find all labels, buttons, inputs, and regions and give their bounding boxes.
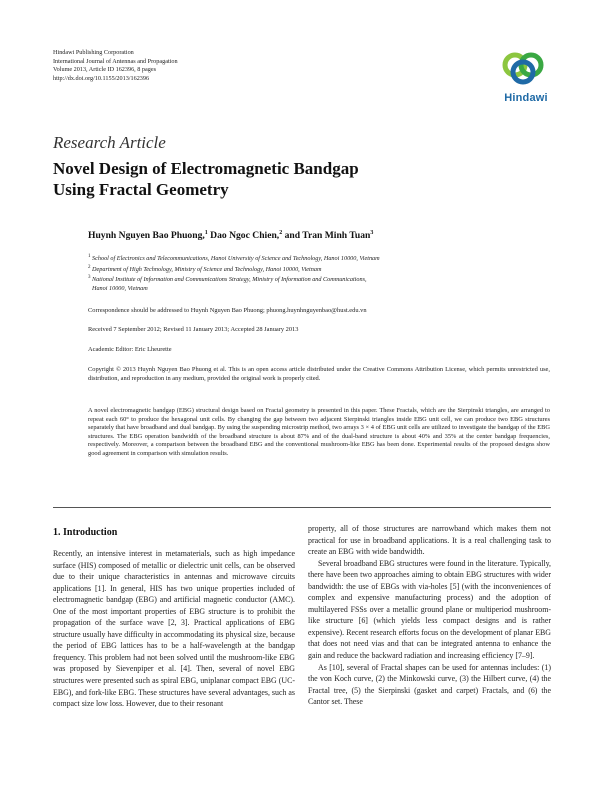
article-title — [53, 158, 533, 200]
abstract: A novel electromagnetic bandgap (EBG) structural design based on Fractal geometry is presented in this paper. These Fractals, which are the Sierpinski triangles, are arranged to repeat each 60° to produce the hexagonal unit cells. By changing the gap between two adjacent Sierpinski triangles inside EBG unit cell, we can produce two EBG structures separately that have broadband and dual bandgap. By using the suspending microstrip method, two arrays 3 × 4 of EBG unit cells are utilized to investigate the bandgap of the EBG structures. The EBG operation bandwidth of the broadband structure is about 87% and of the dual-band structure is about 40% and 35% at the center bandgap frequencies, respectively. Moreover, a comparison between the broadband EBG and the conventional mushroom-like EBG has been done. Experimental results of the proposed designs show good agreement in comparison with simulation results. — [88, 407, 550, 457]
article-dates: Received 7 September 2012; Revised 11 January 2013; Accepted 28 January 2013 — [88, 326, 299, 333]
article-type: Research Article — [53, 133, 166, 152]
intro-paragraph-4: As [10], several of Fractal shapes can be used for antennas includes: (1) the von Koch curve, (2) the Minkowski curve, (3) the Hilbert curve, (4) the Fractal tree, (5) the Sierpinski (gasket and carpet) Fractals, and (6) the Cantor set. These — [308, 662, 551, 707]
title-line-2: Using Fractal Geometry — [53, 180, 229, 199]
affiliation-3-cont — [88, 285, 548, 294]
publication-info — [53, 49, 383, 83]
affiliations — [88, 253, 548, 293]
affiliation-1-text: School of Electronics and Telecommunications, Hanoi University of Science and Technology, Hanoi 10000, Vietnam — [92, 255, 380, 263]
affiliation-1-num: 1 — [88, 254, 91, 259]
section-divider — [53, 507, 551, 508]
hindawi-wordmark: Hindawi — [504, 92, 548, 104]
intro-left-column — [53, 548, 295, 710]
affiliation-1 — [88, 253, 548, 264]
intro-right-column — [308, 523, 551, 708]
author-3-sup: 3 — [370, 230, 374, 236]
affiliation-3 — [88, 274, 548, 285]
journal-name: International Journal of Antennas and Propagation — [53, 57, 178, 65]
copyright-notice: Copyright © 2013 Huynh Nguyen Bao Phuong et al. This is an open access article distributed under the Creative Commons Attribution License, which permits unrestricted use, distribution, and reproduction in any medium, provided the original work is properly cited. — [88, 366, 550, 382]
author-3: and Tran Minh Tuan — [282, 230, 371, 242]
intro-paragraph-3: Several broadband EBG structures were found in the literature. Typically, there have been two approaches aiming to obtain EBG structures with wider bandwidth: the use of EBGs with via-holes [5] (with the inconveniences of complex and expensive manufacturing process) and the adoption of multilayered FSSs over a metallic ground plane or multiperiod mushroom-like structure [6] (which yields less compact designs and is rather expensive). Recent research efforts focus on the development of planar EBG that does not need vias and that can be integrated antenna to enhance the gain and reduce the backward radiation and increasing efficiency [7–9]. — [308, 558, 551, 661]
author-1-sup: 1 — [204, 230, 208, 236]
academic-editor: Academic Editor: Eric Lheurette — [88, 346, 172, 353]
author-2-sup: 2 — [279, 230, 283, 236]
affiliation-3-text: National Institute of Information and Communications Strategy, Ministry of Information and Communications, — [92, 276, 367, 284]
author-2: Dao Ngoc Chien, — [207, 230, 280, 242]
affiliation-2-num: 2 — [88, 264, 91, 270]
correspondence: Correspondence should be addressed to Huynh Nguyen Bao Phuong; phuong.huynhnguyenbao@hust.edu.vn — [88, 307, 367, 314]
affiliation-3-cont-text: Hanoi 10000, Vietnam — [92, 284, 148, 292]
author-1: Huynh Nguyen Bao Phuong, — [88, 230, 205, 242]
publisher-name: Hindawi Publishing Corporation — [53, 49, 134, 56]
section-heading: 1. Introduction — [53, 527, 118, 538]
affiliation-3-num: 3 — [88, 275, 91, 281]
affiliation-2 — [88, 264, 548, 275]
intro-paragraph-2: property, all of those structures are narrowband which makes them not practical for use in broadband applications. It is a real challenging task to create an EBG with wide bandwidth. — [308, 524, 551, 557]
volume-info: Volume 2013, Article ID 162396, 8 pages — [53, 66, 156, 74]
intro-paragraph-1: Recently, an intensive interest in metamaterials, such as high impedance surface (HIS) composed of metallic or dielectric unit cells, can be observed due to their unique characteristics in antennas and microwave circuits applications [1]. In general, HIS has two unique properties included of electromagnetic bandgap (EBG) and artificial magnetic conductor (AMC). One of the most important properties of EBG structure is to prohibit the propagation of the surface wave [2, 3]. Practical applications of EBG structure usually have difficulty in accommodating its physical size, because the period of EBG lattices has to be a half-wavelength at the bandgap frequency. This problem had not been solved until the mushroom-like EBG was proposed by Sievenpiper et al. [4]. Then, several of novel EBG structures were presented such as spiral EBG, uniplanar compact EBG (UC-EBG), and fork-like EBG. These structures have several advantages, such as compact size low loss. However, due to their resonant — [53, 549, 295, 709]
title-line-1: Novel Design of Electromagnetic Bandgap — [53, 159, 359, 178]
author-list — [88, 230, 373, 241]
doi-link[interactable]: http://dx.doi.org/10.1155/2013/162396 — [53, 74, 150, 82]
affiliation-2-text: Department of High Technology, Ministry of Science and Technology, Hanoi 10000, Vietnam — [92, 265, 322, 273]
